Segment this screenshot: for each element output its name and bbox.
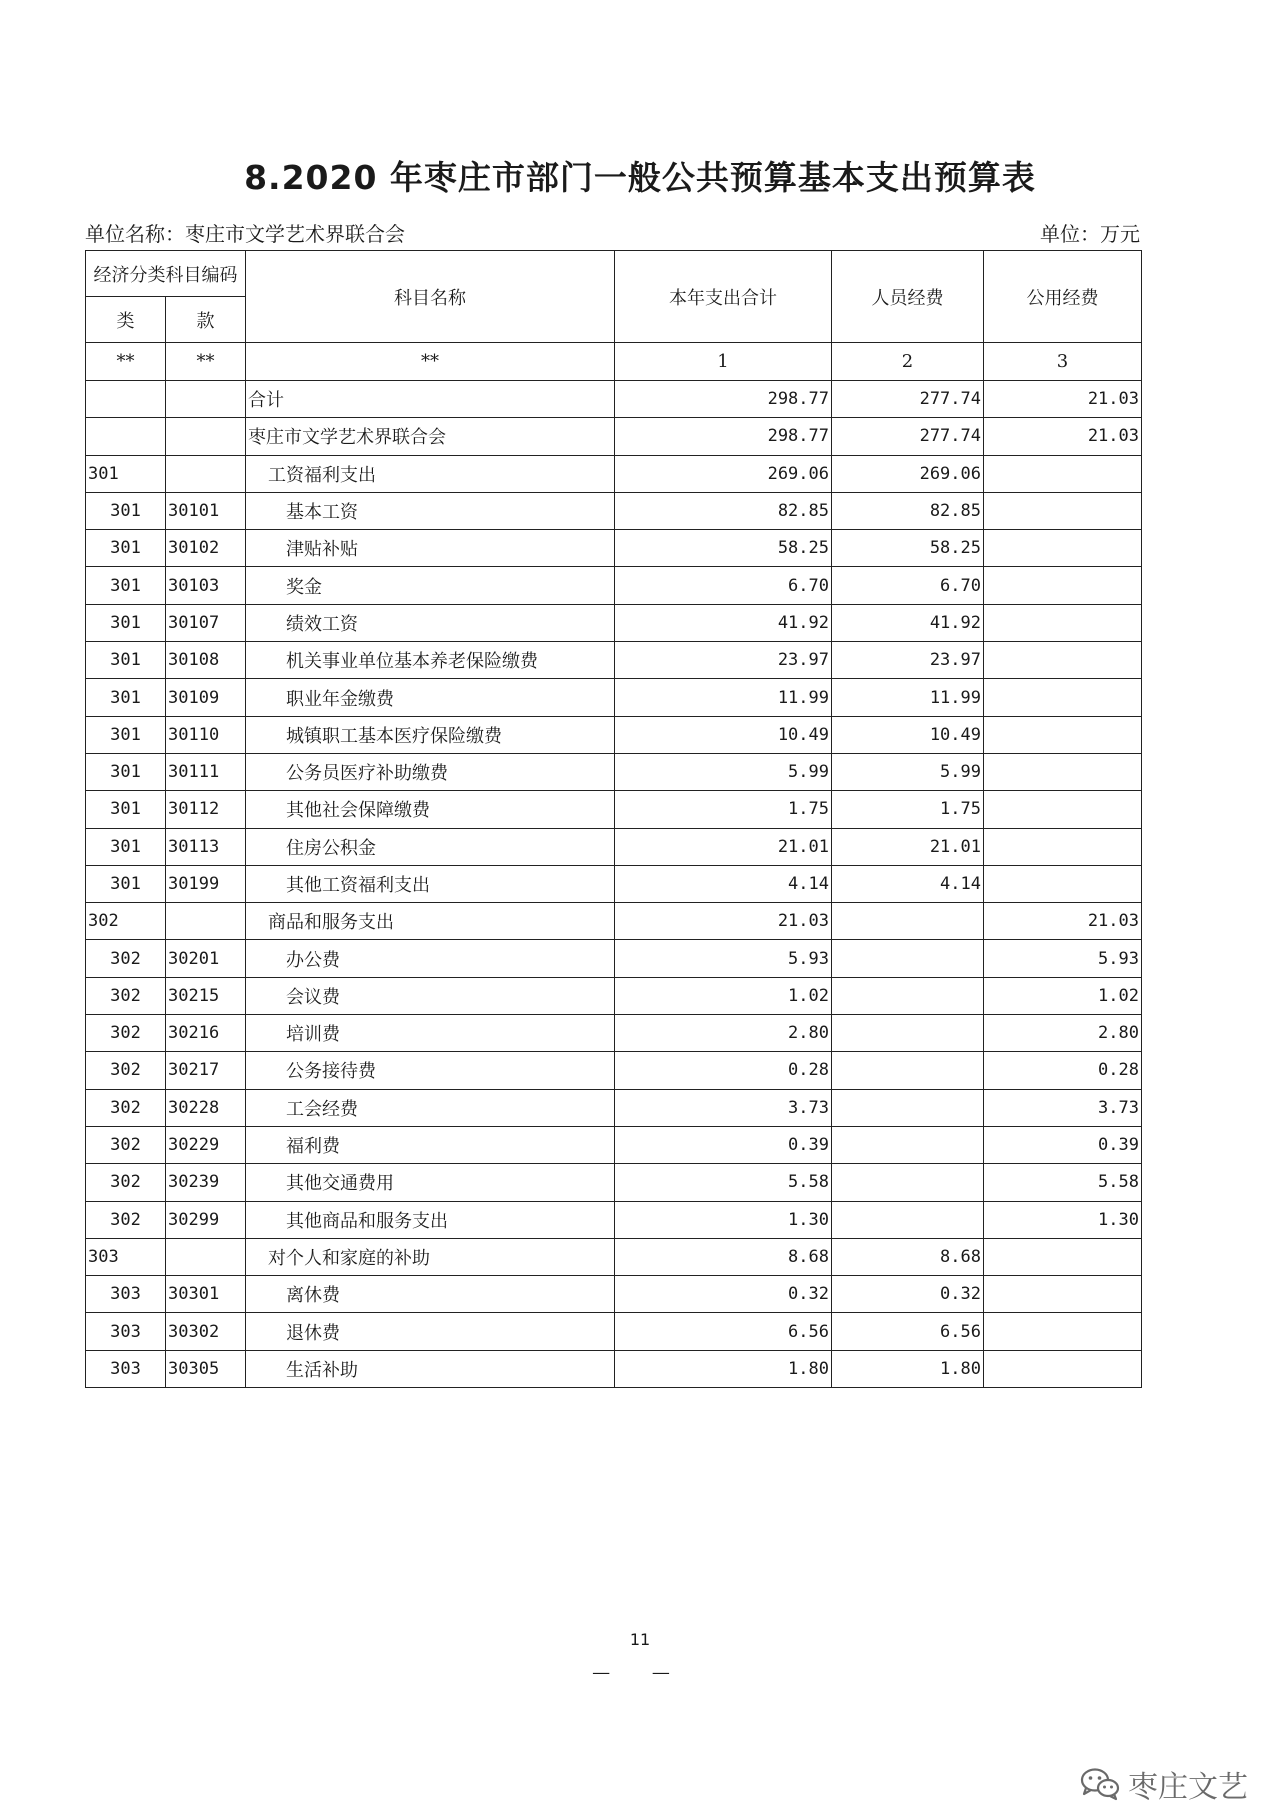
item-code: 30111 <box>166 753 246 790</box>
header-item: 款 <box>166 297 246 343</box>
public-value <box>984 530 1142 567</box>
page-dashes: — — <box>592 1662 688 1683</box>
table-row <box>86 791 1142 828</box>
page-number: 11 <box>629 1630 651 1649</box>
public-value <box>984 455 1142 492</box>
table-row <box>86 903 1142 940</box>
personnel-value: 0.32 <box>832 1276 984 1313</box>
public-value <box>984 1350 1142 1387</box>
subject-name: 生活补助 <box>246 1350 615 1387</box>
public-value: 21.03 <box>984 418 1142 455</box>
index-cell: 3 <box>984 343 1142 381</box>
personnel-value <box>832 1201 984 1238</box>
table-row <box>86 418 1142 455</box>
personnel-value: 6.56 <box>832 1313 984 1350</box>
table-row <box>86 716 1142 753</box>
total-value: 6.70 <box>615 567 832 604</box>
table-row <box>86 642 1142 679</box>
total-value: 23.97 <box>615 642 832 679</box>
personnel-value <box>832 1164 984 1201</box>
class-code: 302 <box>86 1164 166 1201</box>
table-row <box>86 1313 1142 1350</box>
subject-name: 城镇职工基本医疗保险缴费 <box>246 716 615 753</box>
personnel-value <box>832 1126 984 1163</box>
subject-name: 公务员医疗补助缴费 <box>246 753 615 790</box>
subject-name: 住房公积金 <box>246 828 615 865</box>
subject-name: 合计 <box>246 381 615 418</box>
class-code: 303 <box>86 1313 166 1350</box>
watermark-text: 枣庄文艺 <box>1128 1770 1248 1805</box>
total-value: 11.99 <box>615 679 832 716</box>
personnel-value: 10.49 <box>832 716 984 753</box>
watermark <box>1080 1762 1248 1806</box>
page-title: 8.2020 年枣庄市部门一般公共预算基本支出预算表 <box>244 158 1036 197</box>
public-value <box>984 1238 1142 1275</box>
subject-name: 基本工资 <box>246 492 615 529</box>
total-value: 1.80 <box>615 1350 832 1387</box>
class-code: 302 <box>86 977 166 1014</box>
item-code: 30199 <box>166 865 246 902</box>
item-code: 30228 <box>166 1089 246 1126</box>
public-value: 0.28 <box>984 1052 1142 1089</box>
personnel-value: 8.68 <box>832 1238 984 1275</box>
total-value: 5.58 <box>615 1164 832 1201</box>
public-value <box>984 642 1142 679</box>
item-code <box>166 1238 246 1275</box>
personnel-value: 58.25 <box>832 530 984 567</box>
total-value: 0.32 <box>615 1276 832 1313</box>
table-row <box>86 492 1142 529</box>
subject-name: 退休费 <box>246 1313 615 1350</box>
total-value: 82.85 <box>615 492 832 529</box>
index-cell: 1 <box>615 343 832 381</box>
subject-name: 枣庄市文学艺术界联合会 <box>246 418 615 455</box>
class-code: 302 <box>86 1015 166 1052</box>
subject-name: 工会经费 <box>246 1089 615 1126</box>
item-code <box>166 903 246 940</box>
item-code: 30107 <box>166 604 246 641</box>
public-value: 21.03 <box>984 381 1142 418</box>
public-value <box>984 1276 1142 1313</box>
total-value: 5.99 <box>615 753 832 790</box>
public-value <box>984 865 1142 902</box>
public-value <box>984 791 1142 828</box>
subject-name: 办公费 <box>246 940 615 977</box>
subject-name: 职业年金缴费 <box>246 679 615 716</box>
subject-name: 福利费 <box>246 1126 615 1163</box>
item-code: 30305 <box>166 1350 246 1387</box>
item-code: 30103 <box>166 567 246 604</box>
table-row <box>86 1015 1142 1052</box>
total-value: 298.77 <box>615 381 832 418</box>
table-row <box>86 865 1142 902</box>
total-value: 3.73 <box>615 1089 832 1126</box>
table-row <box>86 1276 1142 1313</box>
index-cell: ** <box>246 343 615 381</box>
table-row <box>86 977 1142 1014</box>
subject-name: 其他工资福利支出 <box>246 865 615 902</box>
personnel-value: 6.70 <box>832 567 984 604</box>
total-value: 0.28 <box>615 1052 832 1089</box>
class-code: 301 <box>86 492 166 529</box>
class-code: 302 <box>86 1126 166 1163</box>
total-value: 0.39 <box>615 1126 832 1163</box>
table-row <box>86 530 1142 567</box>
subject-name: 培训费 <box>246 1015 615 1052</box>
item-code: 30215 <box>166 977 246 1014</box>
class-code: 301 <box>86 567 166 604</box>
table-row <box>86 1052 1142 1089</box>
class-code <box>86 418 166 455</box>
personnel-value <box>832 977 984 1014</box>
class-code: 301 <box>86 604 166 641</box>
class-code: 303 <box>86 1350 166 1387</box>
table-row <box>86 679 1142 716</box>
personnel-value <box>832 903 984 940</box>
table-row <box>86 1238 1142 1275</box>
class-code: 301 <box>86 679 166 716</box>
personnel-value <box>832 940 984 977</box>
item-code: 30301 <box>166 1276 246 1313</box>
item-code: 30110 <box>166 716 246 753</box>
class-code: 302 <box>86 1201 166 1238</box>
class-code: 301 <box>86 791 166 828</box>
unit-name-label: 单位名称：枣庄市文学艺术界联合会 <box>85 222 405 246</box>
subject-name: 津贴补贴 <box>246 530 615 567</box>
class-code: 301 <box>86 530 166 567</box>
total-value: 2.80 <box>615 1015 832 1052</box>
class-code: 303 <box>86 1276 166 1313</box>
unit-label: 单位：万元 <box>1040 222 1140 246</box>
public-value <box>984 679 1142 716</box>
item-code <box>166 455 246 492</box>
personnel-value: 23.97 <box>832 642 984 679</box>
item-code: 30217 <box>166 1052 246 1089</box>
subject-name: 对个人和家庭的补助 <box>246 1238 615 1275</box>
subject-name: 其他社会保障缴费 <box>246 791 615 828</box>
header-public: 公用经费 <box>984 251 1142 343</box>
subject-name: 工资福利支出 <box>246 455 615 492</box>
personnel-value: 1.75 <box>832 791 984 828</box>
subject-name: 离休费 <box>246 1276 615 1313</box>
public-value: 1.02 <box>984 977 1142 1014</box>
budget-table <box>85 250 1142 1388</box>
public-value: 21.03 <box>984 903 1142 940</box>
wechat-icon <box>1080 1767 1120 1801</box>
total-value: 58.25 <box>615 530 832 567</box>
total-value: 10.49 <box>615 716 832 753</box>
item-code: 30302 <box>166 1313 246 1350</box>
total-value: 1.02 <box>615 977 832 1014</box>
public-value: 3.73 <box>984 1089 1142 1126</box>
total-value: 5.93 <box>615 940 832 977</box>
class-code: 303 <box>86 1238 166 1275</box>
total-value: 298.77 <box>615 418 832 455</box>
class-code: 302 <box>86 1052 166 1089</box>
header-class: 类 <box>86 297 166 343</box>
header-code-group: 经济分类科目编码 <box>86 251 246 297</box>
table-row <box>86 1126 1142 1163</box>
personnel-value: 41.92 <box>832 604 984 641</box>
subject-name: 奖金 <box>246 567 615 604</box>
public-value <box>984 604 1142 641</box>
total-value: 41.92 <box>615 604 832 641</box>
item-code <box>166 418 246 455</box>
subject-name: 绩效工资 <box>246 604 615 641</box>
item-code: 30299 <box>166 1201 246 1238</box>
index-cell: ** <box>86 343 166 381</box>
public-value: 5.93 <box>984 940 1142 977</box>
personnel-value: 277.74 <box>832 418 984 455</box>
subject-name: 会议费 <box>246 977 615 1014</box>
header-name: 科目名称 <box>246 251 615 343</box>
public-value <box>984 1313 1142 1350</box>
table-row <box>86 1350 1142 1387</box>
total-value: 21.01 <box>615 828 832 865</box>
personnel-value <box>832 1015 984 1052</box>
item-code: 30216 <box>166 1015 246 1052</box>
public-value: 1.30 <box>984 1201 1142 1238</box>
item-code: 30229 <box>166 1126 246 1163</box>
personnel-value: 5.99 <box>832 753 984 790</box>
table-row <box>86 604 1142 641</box>
header-personnel: 人员经费 <box>832 251 984 343</box>
header-total: 本年支出合计 <box>615 251 832 343</box>
table-row <box>86 1164 1142 1201</box>
class-code: 301 <box>86 455 166 492</box>
item-code: 30109 <box>166 679 246 716</box>
item-code: 30239 <box>166 1164 246 1201</box>
item-code: 30113 <box>166 828 246 865</box>
item-code: 30201 <box>166 940 246 977</box>
class-code: 301 <box>86 642 166 679</box>
public-value <box>984 567 1142 604</box>
table-row <box>86 567 1142 604</box>
table-row <box>86 1089 1142 1126</box>
subject-name: 商品和服务支出 <box>246 903 615 940</box>
total-value: 1.75 <box>615 791 832 828</box>
item-code: 30108 <box>166 642 246 679</box>
total-value: 1.30 <box>615 1201 832 1238</box>
index-cell: ** <box>166 343 246 381</box>
item-code: 30101 <box>166 492 246 529</box>
item-code <box>166 381 246 418</box>
class-code: 302 <box>86 903 166 940</box>
table-row <box>86 753 1142 790</box>
table-row <box>86 455 1142 492</box>
public-value <box>984 828 1142 865</box>
public-value: 0.39 <box>984 1126 1142 1163</box>
personnel-value: 4.14 <box>832 865 984 902</box>
class-code <box>86 381 166 418</box>
class-code: 301 <box>86 753 166 790</box>
public-value <box>984 716 1142 753</box>
table-row <box>86 828 1142 865</box>
subject-name: 其他商品和服务支出 <box>246 1201 615 1238</box>
class-code: 301 <box>86 716 166 753</box>
public-value <box>984 753 1142 790</box>
index-row <box>86 343 1142 381</box>
personnel-value: 82.85 <box>832 492 984 529</box>
table-row <box>86 381 1142 418</box>
subject-name: 其他交通费用 <box>246 1164 615 1201</box>
subject-name: 公务接待费 <box>246 1052 615 1089</box>
total-value: 269.06 <box>615 455 832 492</box>
table-row <box>86 1201 1142 1238</box>
total-value: 21.03 <box>615 903 832 940</box>
class-code: 302 <box>86 1089 166 1126</box>
item-code: 30112 <box>166 791 246 828</box>
index-cell: 2 <box>832 343 984 381</box>
personnel-value: 269.06 <box>832 455 984 492</box>
class-code: 302 <box>86 940 166 977</box>
total-value: 6.56 <box>615 1313 832 1350</box>
personnel-value: 21.01 <box>832 828 984 865</box>
item-code: 30102 <box>166 530 246 567</box>
table-row <box>86 940 1142 977</box>
total-value: 4.14 <box>615 865 832 902</box>
personnel-value: 1.80 <box>832 1350 984 1387</box>
personnel-value <box>832 1052 984 1089</box>
public-value: 2.80 <box>984 1015 1142 1052</box>
class-code: 301 <box>86 865 166 902</box>
personnel-value: 11.99 <box>832 679 984 716</box>
total-value: 8.68 <box>615 1238 832 1275</box>
personnel-value: 277.74 <box>832 381 984 418</box>
class-code: 301 <box>86 828 166 865</box>
header-row <box>86 251 1142 297</box>
subject-name: 机关事业单位基本养老保险缴费 <box>246 642 615 679</box>
public-value: 5.58 <box>984 1164 1142 1201</box>
public-value <box>984 492 1142 529</box>
personnel-value <box>832 1089 984 1126</box>
